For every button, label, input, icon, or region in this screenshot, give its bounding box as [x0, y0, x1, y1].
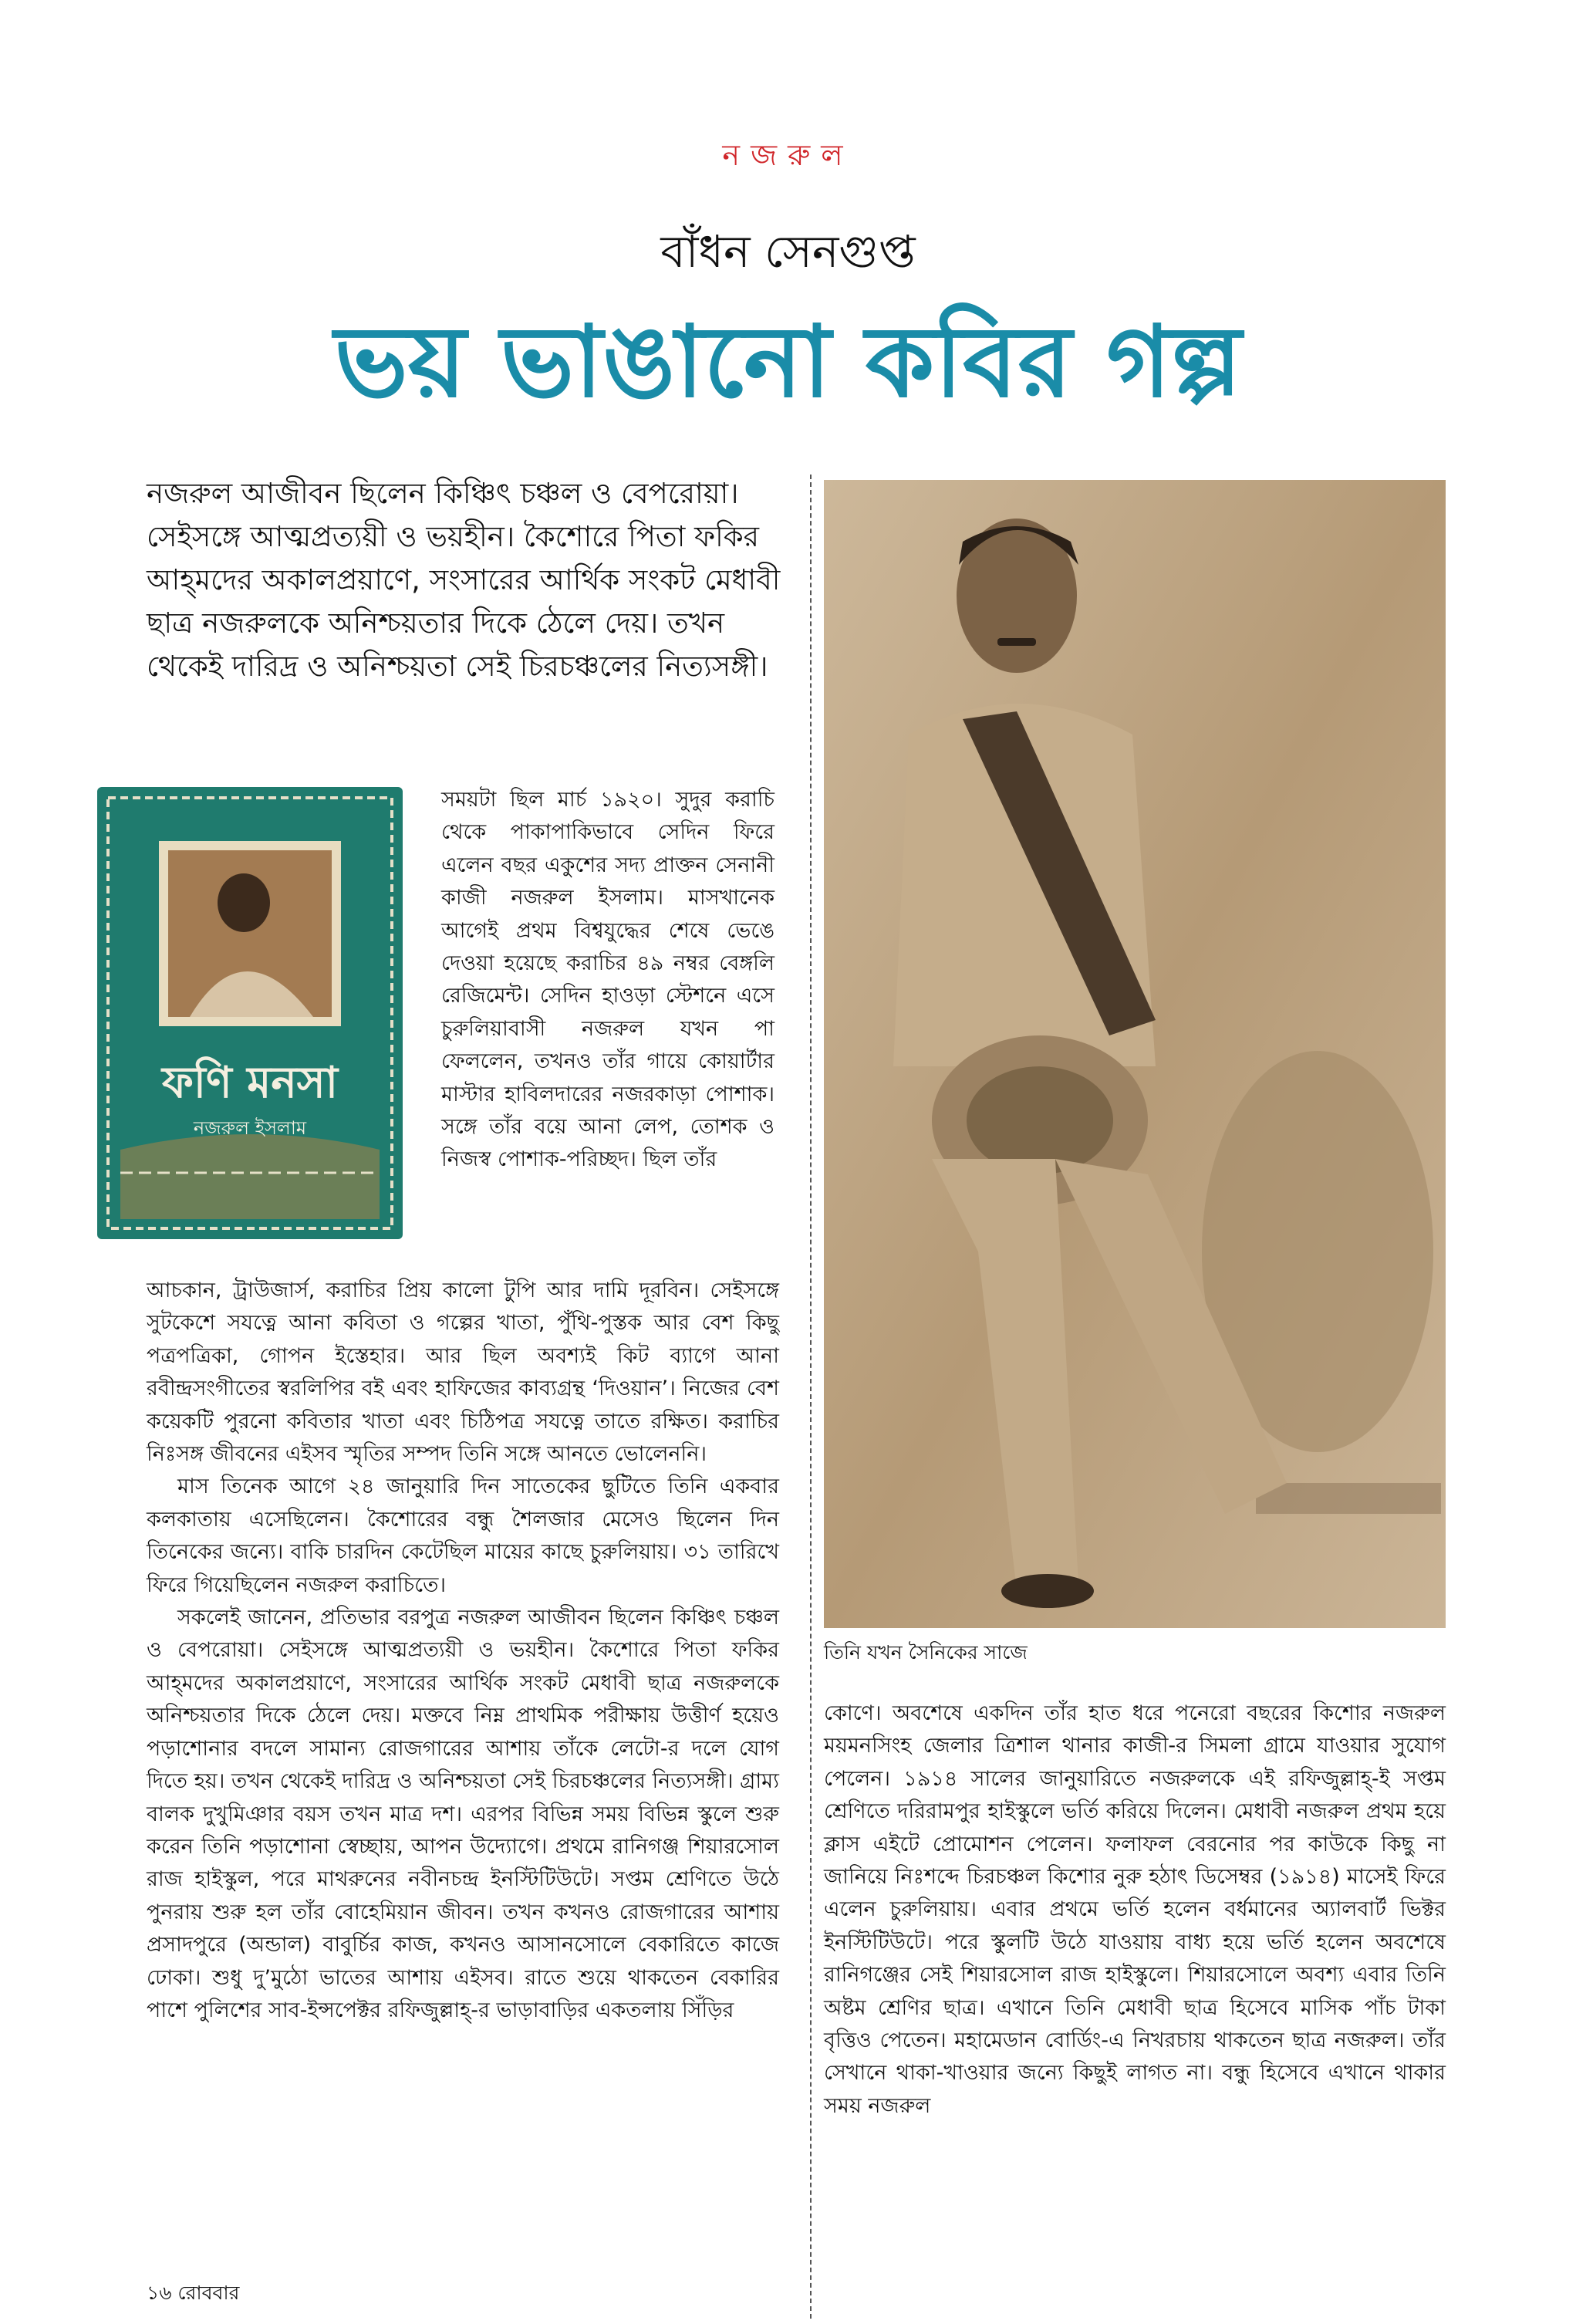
photo-caption: তিনি যখন সৈনিকের সাজে [824, 1641, 1028, 1664]
column-divider [810, 475, 812, 2319]
book-cover-image [97, 787, 403, 1239]
intro-paragraph: নজরুল আজীবন ছিলেন কিঞ্চিৎ চঞ্চল ও বেপরোয়া। সেইসঙ্গে আত্মপ্রত্যয়ী ও ভয়হীন। কৈশোরে পিতা ফকির আহ্‌মদের অকালপ্রয়াণে, সংসারের আর্থিক সংকট মেধাবী ছাত্র নজরুলকে অনিশ্চয়তার দিকে ঠেলে দেয়। তখন থেকেই দারিদ্র ও অনিশ্চয়তা সেই চিরচঞ্চলের নিত্যসঙ্গী। [147, 477, 781, 683]
article-title: ভয় ভাঙানো কবির গল্প [334, 305, 1242, 420]
paragraph-2: মাস তিনেক আগে ২৪ জানুয়ারি দিন সাতেকের ছুটিতে তিনি একবার কলকাতায় এসেছিলেন। কৈশোরের বন্ধু শৈলজার মেসেও ছিলেন দিন তিনেকের জন্যে। বাকি চারদিন কেটেছিল মায়ের কাছে চুরুলিয়ায়। ৩১ তারিখে ফিরে গিয়েছিলেন নজরুল করাচিতে। [147, 1474, 779, 1597]
paragraph-3: সকলেই জানেন, প্রতিভার বরপুত্র নজরুল আজীবন ছিলেন কিঞ্চিৎ চঞ্চল ও বেপরোয়া। সেইসঙ্গে আত্মপ্রত্যয়ী ও ভয়হীন। কৈশোরে পিতা ফকির আহ্‌মদের অকালপ্রয়াণে, সংসারের আর্থিক সংকট মেধাবী ছাত্র নজরুলকে অনিশ্চয়তার দিকে ঠেলে দেয়। মক্তবে নিম্ন প্রাথমিক পরীক্ষায় উত্তীর্ণ হয়েও পড়াশোনার বদলে সামান্য রোজগারের আশায় তাঁকে লেটো-র দলে যোগ দিতে হয়। তখন থেকেই দারিদ্র ও অনিশ্চয়তা সেই চিরচঞ্চলের নিত্যসঙ্গী। গ্রাম্য বালক দুখুমিঞার বয়স তখন মাত্র দশ। এরপর বিভিন্ন সময় বিভিন্ন স্কুলে শুরু করেন তিনি পড়াশোনা স্বেচ্ছায়, আপন উদ্যোগে। প্রথমে রানিগঞ্জ শিয়ারসোল রাজ হাইস্কুল, পরে মাথরুনের নবীনচন্দ্র ইনস্টিটিউটে। সপ্তম শ্রেণিতে উঠে পুনরায় শুরু হল তাঁর বোহেমিয়ান জীবন। তখন কখনও রোজগারের আশায় প্রসাদপুরে (অন্ডাল) বাবুর্চির কাজ, কখনও আসানসোলে বেকারিতে কাজে ঢোকা। শুধু দু’মুঠো ভাতের আশায় এইসব। রাতে শুয়ে থাকতেন বেকারির পাশে পুলিশের সাব-ইন্সপেক্টর রফিজুল্লাহ্-র ভাড়াবাড়ির একতলায় সিঁড়ির [147, 1606, 779, 2022]
book-title: ফণি মনসা [161, 1058, 339, 1108]
body-column-wrap [441, 784, 775, 1177]
paragraph-1-start: সময়টা ছিল মার্চ ১৯২০। সুদুর করাচি থেকে পাকাপাকিভাবে সেদিন ফিরে এলেন বছর একুশের সদ্য প্রাক্তন সেনানী কাজী নজরুল ইসলাম। মাসখানেক আগেই প্রথম বিশ্বযুদ্ধের শেষে ভেঙে দেওয়া হয়েছে করাচির ৪৯ নম্বর বেঙ্গলি রেজিমেন্ট। সেদিন হাওড়া স্টেশনে এসে চুরুলিয়াবাসী নজরুল যখন পা ফেললেন, তখনও তাঁর গায়ে কোয়ার্টার মাস্টার হাবিলদারের নজরকাড়া পোশাক। সঙ্গে তাঁর বয়ে আনা লেপ, তোশক ও নিজস্ব পোশাক-পরিচ্ছদ। ছিল তাঁর [441, 788, 775, 1172]
body-column-right [824, 1697, 1446, 2123]
book-author: নজরুল ইসলাম [193, 1117, 307, 1139]
paragraph-1-continued: আচকান, ট্রাউজার্স, করাচির প্রিয় কালো টুপি আর দামি দূরবিন। সেইসঙ্গে সুটকেশে সযত্নে আনা কবিতা ও গল্পের খাতা, পুঁথি-পুস্তক আর বেশ কিছু পত্রপত্রিকা, গোপন ইস্তেহার। আর ছিল অবশ্যই কিট ব্যাগে আনা রবীন্দ্রসংগীতের স্বরলিপির বই এবং হাফিজের কাব্যগ্রন্থ ‘দিওয়ান’। নিজের বেশ কয়েকটি পুরনো কবিতার খাতা এবং চিঠিপত্র সযত্নে তাতে রক্ষিত। করাচির নিঃসঙ্গ জীবনের এইসব স্মৃতির সম্পদ তিনি সঙ্গে আনতে ভোলেননি। [147, 1279, 779, 1467]
page-folio: ১৬ রোববার [147, 2282, 240, 2304]
soldier-photo [824, 480, 1446, 1628]
paragraph-3-continued: কোণে। অবশেষে একদিন তাঁর হাত ধরে পনেরো বছরের কিশোর নজরুল ময়মনসিংহ জেলার ত্রিশাল থানার কাজী-র সিমলা গ্রামে যাওয়ার সুযোগ পেলেন। ১৯১৪ সালের জানুয়ারিতে নজরুলকে এই রফিজুল্লাহ্-ই সপ্তম শ্রেণিতে দরিরামপুর হাইস্কুলে ভর্তি করিয়ে দিলেন। মেধাবী নজরুল প্রথম হয়ে ক্লাস এইটে প্রোমোশন পেলেন। ফলাফল বেরনোর পর কাউকে কিছু না জানিয়ে নিঃশব্দে চিরচঞ্চল কিশোর নুরু হঠাৎ ডিসেম্বর (১৯১৪) মাসেই ফিরে এলেন চুরুলিয়ায়। এবার প্রথমে ভর্তি হলেন বর্ধমানের অ্যালবার্ট ভিক্টর ইনস্টিটিউটে। পরে স্কুলটি উঠে যাওয়ায় বাধ্য হয়ে ভর্তি হলেন অবশেষে রানিগঞ্জের সেই শিয়ারসোল রাজ হাইস্কুলে। শিয়ারসোলে অবশ্য এবার তিনি অষ্টম শ্রেণির ছাত্র। এখানে তিনি মেধাবী ছাত্র হিসেবে মাসিক পাঁচ টাকা বৃত্তিও পেতেন। মহামেডান বোর্ডিং-এ নিখরচায় থাকতেন ছাত্র নজরুল। তাঁর সেখানে থাকা-খাওয়ার জন্যে কিছুই লাগত না। বন্ধু হিসেবে এখানে থাকার সময় নজরুল [824, 1701, 1446, 2118]
section-label: নজরুল [722, 138, 854, 172]
body-column-wide [147, 1275, 779, 2027]
author-name: বাঁধন সেনগুপ্ত [660, 225, 916, 278]
